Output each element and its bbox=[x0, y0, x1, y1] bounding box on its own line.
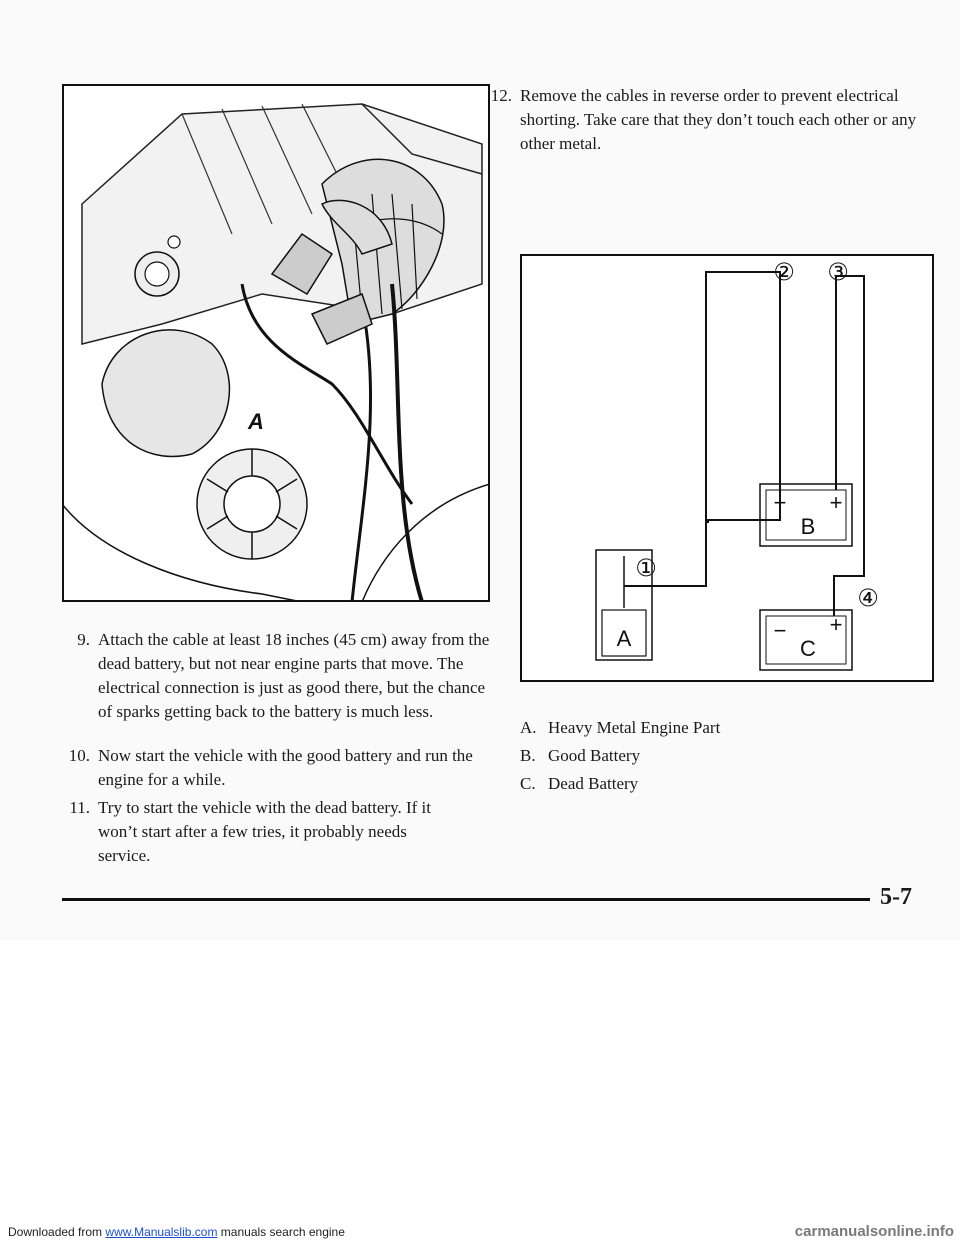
legend-key: A. bbox=[520, 718, 537, 737]
legend-item-a bbox=[520, 716, 720, 740]
step-number: 10. bbox=[68, 746, 90, 765]
step-text: Remove the cables in reverse order to prevent electrical shorting. Take care that they don’t touch each other or any other metal. bbox=[520, 86, 917, 153]
legend-text: Heavy Metal Engine Part bbox=[548, 718, 721, 737]
step-text: Now start the vehicle with the good battery and run the engine for a while. bbox=[98, 746, 473, 789]
download-credit bbox=[8, 1222, 345, 1242]
credit-prefix: Downloaded from bbox=[8, 1225, 103, 1239]
box-c-minus: − bbox=[773, 618, 787, 643]
box-a-label: A bbox=[616, 626, 632, 651]
callout-4: ④ bbox=[857, 584, 879, 612]
box-b-label: B bbox=[800, 514, 816, 539]
step-9 bbox=[62, 628, 492, 724]
step-text: Attach the cable at least 18 inches (45 cm) away from the dead battery, but not near engine parts that move. The electrical connection is just as good there, but the chance of sparks getting back to the battery is much less. bbox=[98, 630, 490, 721]
clamp-label-a: A bbox=[248, 409, 264, 434]
box-b-minus: − bbox=[773, 490, 787, 515]
step-number: 11. bbox=[69, 798, 90, 817]
jump-cable-diagram bbox=[520, 254, 934, 682]
step-12 bbox=[484, 84, 934, 156]
callout-2: ② bbox=[773, 258, 795, 286]
legend-key: C. bbox=[520, 774, 536, 793]
bottom-bar bbox=[0, 1222, 960, 1242]
legend-text: Dead Battery bbox=[548, 774, 639, 793]
box-c-label: C bbox=[800, 636, 816, 661]
watermark: carmanualsonline.info bbox=[794, 1223, 954, 1240]
footer-rule bbox=[62, 898, 870, 901]
legend-key: B. bbox=[520, 746, 536, 765]
legend-item-b bbox=[520, 744, 640, 768]
credit-suffix: manuals search engine bbox=[220, 1225, 345, 1239]
step-10 bbox=[62, 744, 492, 792]
step-text: Try to start the vehicle with the dead battery. If it won’t start after a few tries, it probably needs service. bbox=[98, 798, 431, 865]
manualslib-link[interactable]: www.Manualslib.com bbox=[105, 1225, 218, 1239]
engine-illustration bbox=[62, 84, 490, 602]
callout-3: ③ bbox=[827, 258, 849, 286]
step-11 bbox=[62, 796, 462, 868]
step-number: 12. bbox=[490, 86, 512, 105]
step-number: 9. bbox=[77, 630, 90, 649]
legend-text: Good Battery bbox=[548, 746, 641, 765]
box-c-plus: + bbox=[829, 612, 843, 637]
page-number: 5-7 bbox=[880, 884, 912, 910]
legend-item-c bbox=[520, 772, 638, 796]
callout-1: ① bbox=[635, 554, 657, 582]
box-b-plus: + bbox=[829, 490, 843, 515]
